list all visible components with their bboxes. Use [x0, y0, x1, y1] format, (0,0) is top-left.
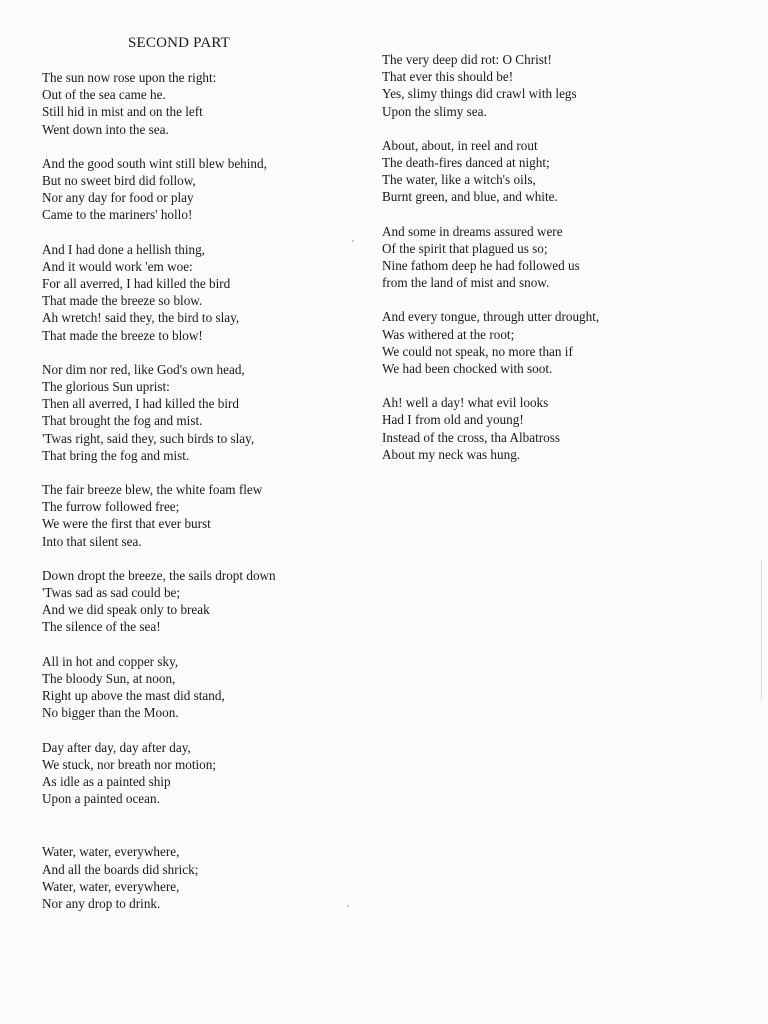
verse-line: Down dropt the breeze, the sails dropt down [42, 567, 276, 583]
verse-line: The silence of the sea! [42, 619, 161, 635]
verse-line: The sun now rose upon the right: [42, 70, 217, 85]
verse-line: That ever this should be! [382, 69, 514, 85]
section-title: SECOND PART [128, 35, 231, 51]
stanza-gap [42, 138, 372, 155]
stanza [42, 69, 372, 138]
verse-line: And I had done a hellish thing, [42, 241, 205, 257]
scan-speck [352, 240, 354, 242]
verse-line: And the good south wint still blew behind, [42, 155, 267, 171]
verse-line: And some in dreams assured were [382, 223, 563, 239]
verse-line: We could not speak, no more than if [382, 343, 573, 359]
stanza-gap [382, 120, 712, 137]
verse-line: Of the spirit that plagued us so; [382, 240, 548, 256]
verse-line: Nine fathom deep he had followed us [382, 258, 580, 274]
stanza-gap [42, 224, 372, 241]
verse-line: And we did speak only to break [42, 602, 210, 618]
verse-line: But no sweet bird did follow, [42, 173, 196, 189]
verse-line: Out of the sea came he. [42, 87, 166, 103]
verse-line: Still hid in mist and on the left [42, 104, 203, 120]
verse-line: Water, water, everywhere, [42, 844, 180, 860]
stanza [42, 567, 372, 636]
verse-line: The furrow followed free; [42, 499, 180, 515]
verse-line: Ah wretch! said they, the bird to slay, [42, 310, 240, 326]
verse-line: As idle as a painted ship [42, 773, 171, 789]
verse-line: Burnt green, and blue, and white. [382, 189, 558, 205]
stanza [382, 137, 712, 206]
scan-speck [347, 905, 349, 907]
stanza-gap [382, 377, 712, 394]
stanza [42, 361, 372, 464]
stanza-gap [382, 291, 712, 308]
verse-line: Nor any drop to drink. [42, 895, 161, 911]
verse-line: The death-fires danced at night; [382, 155, 550, 171]
verse-line: And every tongue, through utter drought, [382, 309, 600, 325]
verse-line: Ah! well a day! what evil looks [382, 395, 549, 411]
stanza [42, 843, 372, 912]
stanza [382, 308, 712, 377]
stanza [382, 394, 712, 463]
stanza-gap [42, 722, 372, 739]
verse-line: We stuck, nor breath nor motion; [42, 756, 216, 772]
verse-line: Was withered at the root; [382, 326, 515, 342]
verse-line: All in hot and copper sky, [42, 653, 179, 669]
verse-line: That made the breeze to blow! [42, 327, 203, 343]
stanza-gap [42, 464, 372, 481]
stanza [42, 155, 372, 224]
verse-line: 'Twas sad as sad could be; [42, 585, 181, 601]
left-column [42, 69, 372, 912]
stanza [42, 739, 372, 808]
verse-line: Right up above the mast did stand, [42, 688, 225, 704]
stanza [42, 653, 372, 722]
verse-line: Came to the mariners' hollo! [42, 207, 193, 223]
stanza [382, 223, 712, 292]
stanza-gap [42, 344, 372, 361]
verse-line: That made the breeze so blow. [42, 293, 203, 309]
verse-line: Went down into the sea. [42, 121, 169, 137]
verse-line: No bigger than the Moon. [42, 705, 179, 721]
verse-line: The bloody Sun, at noon, [42, 670, 176, 686]
verse-line: Upon the slimy sea. [382, 103, 487, 119]
verse-line: That bring the fog and mist. [42, 447, 190, 463]
verse-line: Yes, slimy things did crawl with legs [382, 86, 577, 102]
verse-line: And it would work 'em woe: [42, 258, 193, 274]
verse-line: Into that silent sea. [42, 533, 142, 549]
verse-line: The fair breeze blew, the white foam flew [42, 482, 263, 498]
verse-line: Water, water, everywhere, [42, 878, 180, 894]
verse-line: Instead of the cross, tha Albatross [382, 429, 560, 445]
stanza [382, 51, 712, 120]
verse-line: Had I from old and young! [382, 412, 524, 428]
verse-line: The water, like a witch's oils, [382, 172, 536, 188]
verse-line: We had been chocked with soot. [382, 361, 553, 377]
right-column [382, 51, 712, 463]
verse-line: 'Twas right, said they, such birds to slay, [42, 430, 255, 446]
stanza-gap [42, 807, 372, 843]
stanza [42, 241, 372, 344]
stanza-gap [42, 636, 372, 653]
verse-line: Upon a painted ocean. [42, 791, 160, 807]
verse-line: The very deep did rot: O Christ! [382, 52, 552, 67]
verse-line: We were the first that ever burst [42, 516, 211, 532]
verse-line: The glorious Sun uprist: [42, 379, 170, 395]
verse-line: For all averred, I had killed the bird [42, 276, 231, 292]
verse-line: About, about, in reel and rout [382, 137, 538, 153]
stanza-gap [42, 550, 372, 567]
scan-edge-line [761, 560, 762, 700]
verse-line: Day after day, day after day, [42, 739, 191, 755]
verse-line: That brought the fog and mist. [42, 413, 203, 429]
verse-line: Nor dim nor red, like God's own head, [42, 361, 245, 377]
verse-line: And all the boards did shrick; [42, 861, 199, 877]
verse-line: Nor any day for food or play [42, 190, 194, 206]
stanza-gap [382, 206, 712, 223]
verse-line: from the land of mist and snow. [382, 275, 550, 291]
verse-line: Then all averred, I had killed the bird [42, 396, 240, 412]
verse-line: About my neck was hung. [382, 446, 521, 462]
stanza [42, 481, 372, 550]
